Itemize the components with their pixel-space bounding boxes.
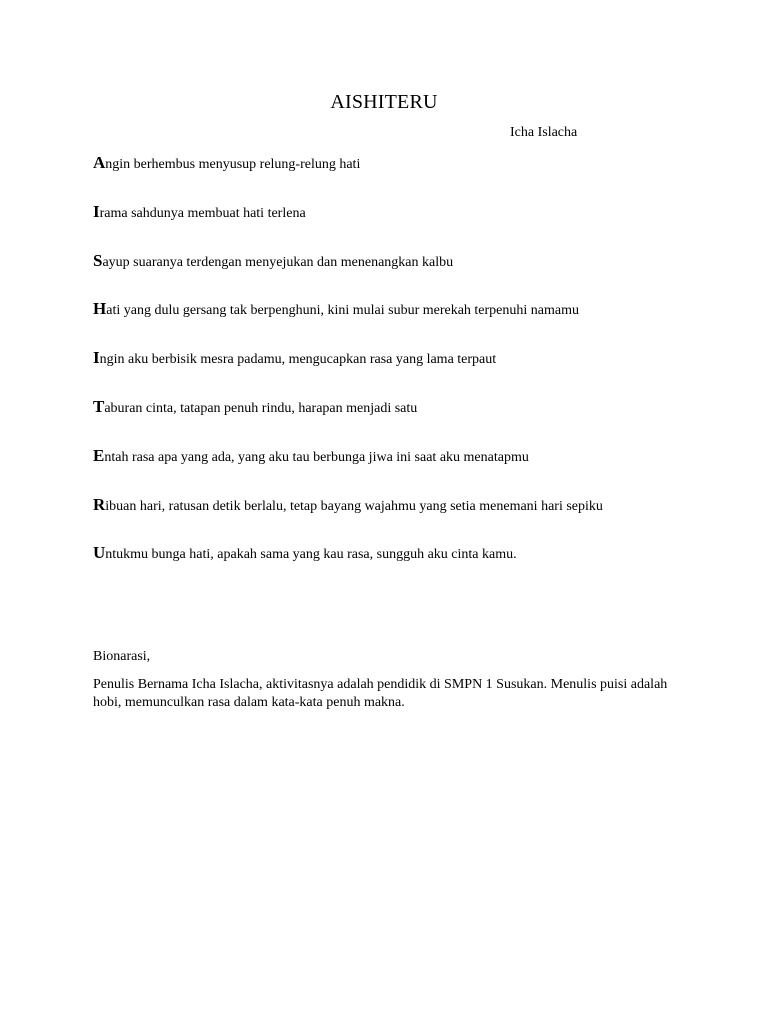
poem-line (93, 202, 306, 224)
poem-line (93, 348, 496, 370)
poem-line (93, 397, 417, 419)
acrostic-initial: I (93, 202, 100, 221)
author-name: Icha Islacha (510, 125, 578, 140)
acrostic-initial: T (93, 397, 105, 416)
acrostic-initial: R (93, 495, 106, 514)
poem-line-text: ati yang dulu gersang tak berpenghuni, kini mulai subur merekah terpenuhi namamu (106, 303, 579, 318)
poem-line (93, 495, 603, 517)
acrostic-initial: U (93, 543, 106, 562)
poem-line (93, 446, 529, 468)
acrostic-initial: S (93, 251, 103, 270)
poem-line (93, 543, 517, 565)
poem-line-text: aburan cinta, tatapan penuh rindu, harapan menjadi satu (104, 401, 418, 416)
poem-line-text: rama sahdunya membuat hati terlena (99, 206, 306, 221)
poem-line-text: ngin aku berbisik mesra padamu, mengucapkan rasa yang lama terpaut (99, 352, 497, 367)
poem-line-text: ntukmu bunga hati, apakah sama yang kau rasa, sungguh aku cinta kamu. (105, 547, 517, 562)
bio-heading: Bionarasi, (93, 649, 151, 664)
acrostic-initial: H (93, 299, 107, 318)
bio-paragraph: Penulis Bernama Icha Islacha, aktivitasnya adalah pendidik di SMPN 1 Susukan. Menulis puisi adalah hobi, memunculkan rasa dalam kata-kata penuh makna. (93, 677, 668, 710)
poem-line-text: ntah rasa apa yang ada, yang aku tau berbunga jiwa ini saat aku menatapmu (104, 450, 529, 465)
poem-line (93, 251, 453, 273)
poem-line-text: ngin berhembus menyusup relung-relung hati (105, 157, 361, 172)
poem-line (93, 299, 579, 321)
poem-line (93, 153, 360, 175)
acrostic-initial: A (93, 153, 106, 172)
poem-line-text: ayup suaranya terdengan menyejukan dan menenangkan kalbu (102, 255, 454, 270)
poem-line-text: ibuan hari, ratusan detik berlalu, tetap bayang wajahmu yang setia menemani hari sepiku (105, 499, 603, 514)
acrostic-initial: E (93, 446, 105, 465)
acrostic-initial: I (93, 348, 100, 367)
poem-title: AISHITERU (330, 91, 438, 113)
